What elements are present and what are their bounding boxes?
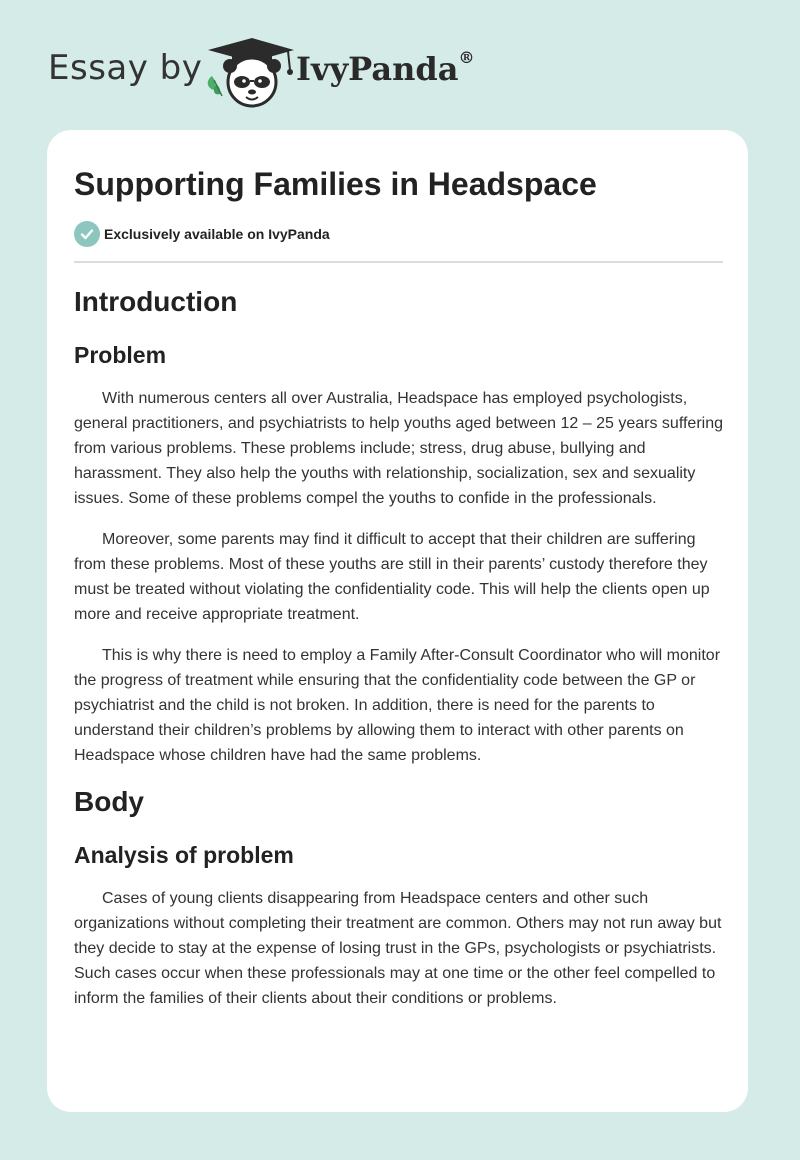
paragraph: Moreover, some parents may find it difficult to accept that their children are suffering from these problems. Most of these youths are still in their parents’ custody therefore they must be treated without violating the confidentiality code. This will help the clients open up more and receive appropriate treatment.	[74, 531, 710, 623]
panda-logo-icon[interactable]	[200, 36, 300, 110]
divider	[74, 261, 723, 263]
badge-label: Exclusively available on IvyPanda	[104, 226, 330, 242]
heading-analysis-of-problem: Analysis of problem	[74, 842, 294, 868]
paragraph: Cases of young clients disappearing from Headspace centers and other such organizations without completing their treatment are common. Others may not run away but they decide to stay at the expense of losing trust in the GPs, psychologists or psychiatrists. Such cases occur when these professionals may at one time or the other feel compelled to inform the families of their clients about their conditions or problems.	[74, 890, 722, 1007]
registered-mark: ®	[458, 48, 475, 67]
heading-body: Body	[74, 786, 144, 817]
paragraph: With numerous centers all over Australia, Headspace has employed psychologists, general practitioners, and psychiatrists to help youths aged between 12 – 25 years suffering from various problems. These problems include; stress, drug abuse, bullying and harassment. They also help the youths with relationship, socialization, sex and sexuality issues. Some of these problems compel the youths to confide in the professionals.	[74, 390, 723, 507]
paragraph: This is why there is need to employ a Family After-Consult Coordinator who will monitor the progress of treatment while ensuring that the confidentiality code between the GP or psychiatrist and the child is not broken. In addition, there is need for the parents to understand their children’s problems by allowing them to interact with other parents on Headspace whose children have had the same problems.	[74, 647, 721, 764]
exclusive-badge	[74, 221, 330, 247]
check-circle-icon	[74, 221, 100, 247]
heading-introduction: Introduction	[74, 286, 238, 317]
brand-text: IvyPanda	[296, 50, 459, 88]
article-card	[47, 130, 748, 1112]
essay-by-label: Essay by	[48, 48, 203, 88]
site-header	[0, 0, 800, 130]
brand-name[interactable]	[296, 50, 474, 88]
heading-problem: Problem	[74, 342, 167, 368]
article-body	[74, 284, 723, 1027]
page-title: Supporting Families in Headspace	[74, 166, 597, 202]
